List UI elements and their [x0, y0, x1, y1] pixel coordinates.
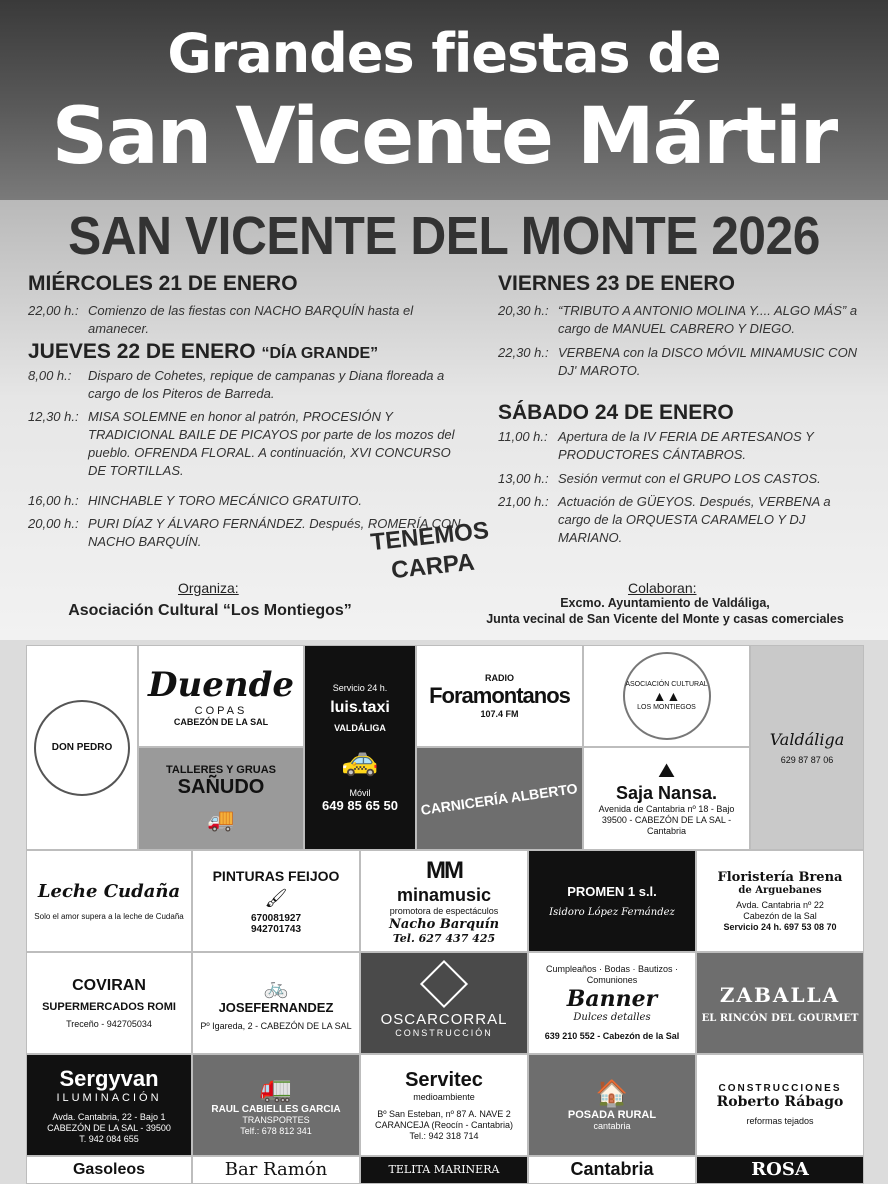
ad-sanudo [138, 747, 304, 850]
telita-name: TELITA MARINERA [388, 1163, 500, 1176]
josefernandez-name: JOSEFERNANDEZ [218, 999, 334, 1015]
saja-nansa-mountain-icon: ⛰ [658, 760, 675, 782]
don-pedro-logo [34, 700, 130, 796]
ad-cantabria [528, 1156, 696, 1184]
ad-sergyvan [26, 1054, 192, 1156]
oscar-corral-sub: CONSTRUCCIÓN [395, 1028, 493, 1038]
saja-nansa-address: Avenida de Cantabria nº 18 - Bajo [598, 804, 735, 814]
taxi-place: VALDÁLIGA [334, 722, 386, 733]
minamusic-sub: promotora de espectáculos [389, 906, 499, 916]
saja-nansa-place: 39500 - CABEZÓN DE LA SAL - Cantabria [601, 815, 732, 836]
ad-zaballa [696, 952, 864, 1054]
ad-carniceria-alberto [416, 747, 583, 850]
taxi-mobile-label: Móvil [349, 787, 371, 798]
schedule-time: 21,00 h.: [498, 494, 549, 509]
ad-luis-taxi [304, 645, 416, 850]
ad-cudana [26, 850, 192, 952]
collaborators-line-2: Junta vecinal de San Vicente del Monte y casas comerciales [486, 612, 844, 626]
taxi-name: luis.taxi [330, 698, 390, 716]
ad-josefernandez [192, 952, 360, 1054]
servitec-sub: medioambiente [413, 1091, 475, 1102]
don-pedro-name: DON PEDRO [51, 742, 113, 753]
gasoleos-name: Gasoleos [72, 1161, 146, 1178]
schedule-time: 22,30 h.: [498, 345, 549, 360]
promen-name: PROMEN 1 s.l. [567, 884, 657, 899]
ad-asociacion [583, 645, 750, 747]
cabielles-phone: Telf.: 678 812 341 [240, 1126, 312, 1136]
schedule-text: VERBENA con la DISCO MÓVIL MINAMUSIC CON DJ' MAROTO. [558, 345, 858, 378]
ad-banner [528, 952, 696, 1054]
banner-name: Banner [566, 986, 658, 1012]
zaballa-sub: EL RINCÓN DEL GOURMET [701, 1012, 859, 1024]
ad-minamusic [360, 850, 528, 952]
schedule-time: 20,00 h.: [28, 516, 79, 531]
feijoo-phone-1: 670081927 [250, 912, 302, 924]
posada-name: POSADA RURAL [567, 1109, 657, 1121]
cudana-name: Leche Cudaña [37, 881, 181, 902]
day-heading-wednesday: MIÉRCOLES 21 DE ENERO [28, 272, 298, 295]
brena-phone: Servicio 24 h. 697 53 08 70 [723, 921, 837, 932]
taxi-service: Servicio 24 h. [332, 682, 388, 693]
banner-top: Cumpleaños · Bodas · Bautizos · Comuniones [545, 964, 679, 985]
bar-ramon-name: Bar Ramón [224, 1159, 328, 1180]
saja-nansa-name: Saja Nansa. [615, 783, 718, 803]
collaborators-line-1: Excmo. Ayuntamiento de Valdáliga, [560, 596, 770, 610]
sergyvan-place: CABEZÓN DE LA SAL - 39500 [47, 1122, 171, 1133]
ad-coviran [26, 952, 192, 1054]
schedule-text: Sesión vermut con el GRUPO LOS CASTOS. [558, 471, 821, 486]
ad-valdaliga [750, 645, 864, 850]
minamusic-name: minamusic [396, 885, 492, 905]
sergyvan-phone: T. 942 084 655 [79, 1133, 139, 1144]
day-heading-friday: VIERNES 23 DE ENERO [498, 272, 735, 295]
tent-stamp-line-2: CARPA [389, 548, 476, 585]
asociacion-name: ASOCIACIÓN CULTURAL [625, 681, 708, 688]
schedule-text: Comienzo de las fiestas con NACHO BARQUÍN hasta el amanecer. [88, 303, 414, 336]
organizer-name: Asociación Cultural “Los Montiegos” [68, 602, 352, 619]
ad-foramontanos [416, 645, 583, 747]
cantabria-name: Cantabria [570, 1159, 654, 1179]
ad-servitec [360, 1054, 528, 1156]
posada-side: cantabria [593, 1121, 631, 1131]
ad-telita-marinera [360, 1156, 528, 1184]
schedule-text: Disparo de Cohetes, repique de campanas y Diana floreada a cargo de los Piteros de Barreda. [88, 368, 445, 401]
promen-person: Isidoro López Fernández [549, 907, 675, 918]
schedule-time: 11,00 h.: [498, 429, 548, 444]
ad-don-pedro [26, 645, 138, 850]
josefernandez-address: Pº Igareda, 2 - CABEZÓN DE LA SAL [200, 1020, 352, 1031]
ad-bar-ramon [192, 1156, 360, 1184]
cabielles-name: RAUL CABIELLES GARCIA [211, 1104, 341, 1115]
day-heading-saturday: SÁBADO 24 DE ENERO [498, 401, 734, 424]
event-location-year: SAN VICENTE DEL MONTE 2026 [68, 206, 820, 266]
asociacion-logo [623, 652, 711, 740]
feijoo-name: PINTURAS FEIJOO [212, 867, 340, 884]
minamusic-logo-icon: MM [426, 857, 462, 884]
banner-phone: 639 210 552 - Cabezón de la Sal [544, 1031, 680, 1041]
valdaliga-phone: 629 87 87 06 [780, 755, 834, 765]
ad-oscar-corral [360, 952, 528, 1054]
schedule-time: 13,00 h.: [498, 471, 549, 486]
day-heading-thursday [28, 340, 378, 364]
valdaliga-name: Valdáliga [769, 730, 845, 749]
ad-duende [138, 645, 304, 747]
schedule-text: HINCHABLE Y TORO MECÁNICO GRATUITO. [88, 493, 363, 508]
schedule-time: 12,30 h.: [28, 409, 79, 424]
schedule-time: 20,30 h.: [498, 303, 549, 318]
coviran-name: COVIRAN [72, 977, 146, 994]
rabago-name: Roberto Rábago [716, 1094, 844, 1110]
ad-roberto-rabago [696, 1054, 864, 1156]
cabielles-sub: TRANSPORTES [242, 1115, 310, 1125]
schedule-text: PURI DÍAZ Y ÁLVARO FERNÁNDEZ. Después, ROMERÍA CON NACHO BARQUÍN. [88, 516, 461, 549]
coviran-phone: Treceño - 942705034 [66, 1019, 152, 1029]
brena-place: Cabezón de la Sal [743, 910, 817, 921]
minamusic-phone: Tel. 627 437 425 [392, 932, 496, 945]
ad-posada-rural [528, 1054, 696, 1156]
house-icon: 🏠 [595, 1078, 629, 1108]
servitec-place: CARANCEJA (Reocín - Cantabria) [374, 1119, 514, 1130]
ad-raul-cabielles [192, 1054, 360, 1156]
title-line-2: San Vicente Mártir [51, 92, 837, 182]
ad-promen [528, 850, 696, 952]
schedule-time: 8,00 h.: [28, 368, 72, 383]
feijoo-phone-2: 942701743 [250, 923, 302, 935]
brena-sub: de Arguebanes [738, 884, 822, 896]
ad-gasoleos [26, 1156, 192, 1184]
duende-name: Duende [148, 665, 294, 705]
rabago-sub: reformas tejados [746, 1116, 814, 1126]
asociacion-sub: LOS MONTIEGOS [637, 704, 696, 711]
schedule-text: MISA SOLEMNE en honor al patrón, PROCESIÓN Y TRADICIONAL BAILE DE PICAYOS por parte de los mozos del pueblo. OFRENDA FLORAL. A continuación, XVI CONCURSO DE TORTILLAS. [88, 409, 455, 478]
title-line-1: Grandes fiestas de [167, 22, 721, 85]
coviran-sub: SUPERMERCADOS ROMI [42, 1001, 176, 1013]
schedule-time: 22,00 h.: [28, 303, 79, 318]
schedule-time: 16,00 h.: [28, 493, 79, 508]
servitec-address: Bº San Esteban, nº 87 A. NAVE 2 [377, 1108, 511, 1119]
tow-truck-icon: 🚚 [207, 807, 235, 832]
day-heading-thursday-text: JUEVES 22 DE ENERO [28, 340, 256, 363]
ad-pinturas-feijoo [192, 850, 360, 952]
tent-stamp [369, 516, 493, 588]
rosa-name: ROSA [751, 1159, 809, 1180]
paint-brush-icon: 🖌 [264, 887, 288, 908]
schedule-text: “TRIBUTO A ANTONIO MOLINA Y.... ALGO MÁS” a cargo de MANUEL CABRERO Y DIEGO. [558, 303, 858, 336]
sanudo-line-1: TALLERES Y GRUAS [165, 764, 277, 776]
radio-label: RADIO [485, 673, 514, 683]
foramontanos-name: Foramontanos [429, 683, 570, 708]
organiza-label: Organiza: [178, 580, 239, 596]
schedule-text: Actuación de GÜEYOS. Después, VERBENA a cargo de la ORQUESTA CARAMELO Y DJ MARIANO. [558, 494, 831, 545]
day-heading-thursday-tag: “DÍA GRANDE” [261, 345, 379, 362]
foramontanos-freq: 107.4 FM [480, 709, 519, 719]
oscar-corral-name: OSCARCORRAL [380, 1011, 508, 1028]
bicycle-icon: 🚲 [263, 976, 289, 999]
banner-sub: Dulces detalles [573, 1012, 651, 1023]
servitec-name: Servitec [405, 1068, 483, 1091]
sergyvan-address: Avda. Cantabria, 22 - Bajo 1 [52, 1111, 166, 1122]
servitec-phone: Tel.: 942 318 714 [409, 1130, 479, 1141]
zaballa-name: ZABALLA [719, 982, 841, 1007]
sergyvan-sub: ILUMINACIÓN [56, 1091, 162, 1104]
oscar-corral-logo-icon [420, 960, 468, 1008]
brena-name: Floristería Brena [717, 869, 843, 885]
sanudo-name: SAÑUDO [177, 776, 265, 798]
ad-rosa [696, 1156, 864, 1184]
taxi-phone: 649 85 65 50 [322, 797, 398, 813]
minamusic-person: Nacho Barquín [388, 917, 500, 932]
taxi-car-icon: 🚕 [341, 743, 379, 777]
cudana-slogan: Solo el amor supera a la leche de Cudaña [34, 912, 184, 921]
duende-place: CABEZÓN DE LA SAL [173, 717, 269, 727]
schedule-text: Apertura de la IV FERIA DE ARTESANOS Y PRODUCTORES CÁNTABROS. [558, 429, 814, 462]
mountain-icon: ▲▲ [652, 688, 681, 704]
tent-stamp-line-1: TENEMOS [369, 516, 491, 557]
colaboran-label: Colaboran: [628, 580, 697, 596]
duende-sub: COPAS [194, 705, 248, 717]
sponsor-grid [26, 645, 864, 1184]
rabago-head: CONSTRUCCIONES [718, 1083, 842, 1094]
ad-floristeria-brena [696, 850, 864, 952]
ad-saja-nansa [583, 747, 750, 850]
brena-address: Avda. Cantabria nº 22 [736, 899, 824, 910]
truck-icon: 🚛 [259, 1073, 293, 1103]
sergyvan-name: Sergyvan [59, 1065, 159, 1091]
carniceria-name: CARNICERÍA ALBERTO [420, 779, 579, 818]
